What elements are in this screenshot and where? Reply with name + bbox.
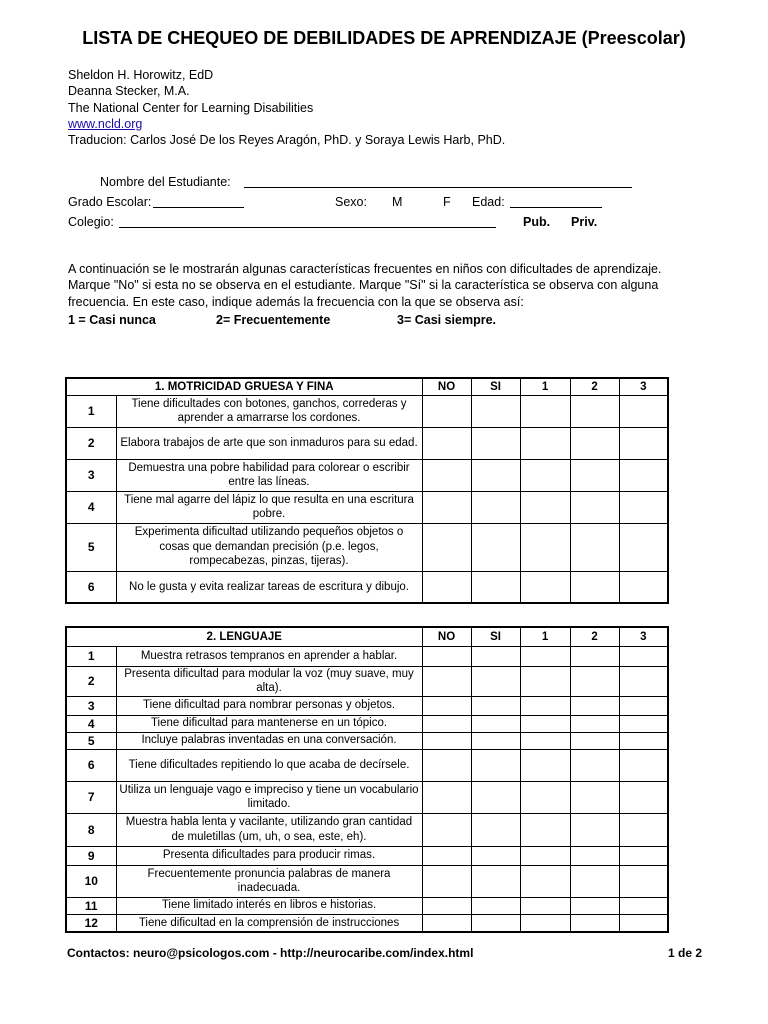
answer-cell-1[interactable] [520, 781, 570, 813]
item-description: Tiene dificultad para nombrar personas y objetos. [116, 696, 422, 715]
item-number: 11 [66, 897, 116, 914]
col-2: 2 [570, 378, 619, 395]
answer-cell-1[interactable] [520, 459, 570, 491]
answer-cell-si[interactable] [471, 696, 520, 715]
item-number: 6 [66, 749, 116, 781]
grade-field[interactable] [153, 207, 244, 208]
item-description: Tiene dificultad en la comprensión de instrucciones [116, 914, 422, 932]
answer-cell-si[interactable] [471, 491, 520, 523]
answer-cell-si[interactable] [471, 732, 520, 749]
table-row [66, 666, 668, 696]
answer-cell-2[interactable] [570, 646, 619, 666]
answer-cell-no[interactable] [422, 781, 471, 813]
answer-cell-1[interactable] [520, 696, 570, 715]
sex-m-option[interactable]: M [392, 195, 403, 209]
item-number: 5 [66, 523, 116, 571]
item-number: 10 [66, 865, 116, 897]
sex-label: Sexo: [335, 195, 367, 209]
answer-cell-si[interactable] [471, 666, 520, 696]
answer-cell-1[interactable] [520, 491, 570, 523]
answer-cell-no[interactable] [422, 523, 471, 571]
page-title: LISTA DE CHEQUEO DE DEBILIDADES DE APRENDIZAJE (Preescolar) [82, 28, 686, 48]
answer-cell-2[interactable] [570, 666, 619, 696]
sex-f-option[interactable]: F [443, 195, 451, 209]
answer-cell-3[interactable] [619, 523, 668, 571]
table-row [66, 749, 668, 781]
answer-cell-no[interactable] [422, 732, 471, 749]
student-name-field[interactable] [244, 187, 632, 188]
item-description: Tiene dificultad para mantenerse en un tópico. [116, 715, 422, 732]
item-number: 2 [66, 666, 116, 696]
item-description: Frecuentemente pronuncia palabras de manera inadecuada. [116, 865, 422, 897]
table-row [66, 696, 668, 715]
item-description: Elabora trabajos de arte que son inmaduros para su edad. [116, 427, 422, 459]
age-label: Edad: [472, 195, 505, 209]
answer-cell-3[interactable] [619, 914, 668, 932]
answer-cell-no[interactable] [422, 897, 471, 914]
answer-cell-1[interactable] [520, 571, 570, 603]
answer-cell-1[interactable] [520, 427, 570, 459]
authors-block [68, 67, 505, 148]
answer-cell-si[interactable] [471, 646, 520, 666]
item-description: Tiene dificultades con botones, ganchos, correderas y aprender a amarrarse los cordones. [116, 395, 422, 427]
item-number: 7 [66, 781, 116, 813]
table-row [66, 846, 668, 865]
item-description: Utiliza un lenguaje vago e impreciso y tiene un vocabulario limitado. [116, 781, 422, 813]
answer-cell-3[interactable] [619, 846, 668, 865]
answer-cell-3[interactable] [619, 732, 668, 749]
answer-cell-2[interactable] [570, 395, 619, 427]
answer-cell-si[interactable] [471, 846, 520, 865]
author-2: Deanna Stecker, M.A. [68, 84, 190, 99]
answer-cell-2[interactable] [570, 865, 619, 897]
col-1: 1 [520, 378, 570, 395]
answer-cell-2[interactable] [570, 715, 619, 732]
answer-cell-no[interactable] [422, 813, 471, 846]
item-description: Muestra retrasos tempranos en aprender a hablar. [116, 646, 422, 666]
answer-cell-2[interactable] [570, 523, 619, 571]
answer-cell-2[interactable] [570, 459, 619, 491]
item-number: 1 [66, 646, 116, 666]
table-row [66, 646, 668, 666]
answer-cell-3[interactable] [619, 571, 668, 603]
answer-cell-2[interactable] [570, 781, 619, 813]
age-field[interactable] [510, 207, 602, 208]
item-number: 4 [66, 491, 116, 523]
table-row [66, 897, 668, 914]
section-2-table [65, 626, 669, 933]
answer-cell-2[interactable] [570, 696, 619, 715]
answer-cell-no[interactable] [422, 914, 471, 932]
answer-cell-no[interactable] [422, 666, 471, 696]
answer-cell-3[interactable] [619, 459, 668, 491]
col-si: SI [471, 627, 520, 646]
col-no: NO [422, 627, 471, 646]
item-number: 2 [66, 427, 116, 459]
answer-cell-si[interactable] [471, 813, 520, 846]
priv-option[interactable]: Priv. [571, 215, 598, 229]
item-description: Muestra habla lenta y vacilante, utilizando gran cantidad de muletillas (um, uh, o sea, este, eh). [116, 813, 422, 846]
answer-cell-1[interactable] [520, 897, 570, 914]
item-number: 1 [66, 395, 116, 427]
item-number: 5 [66, 732, 116, 749]
answer-cell-3[interactable] [619, 781, 668, 813]
organization: The National Center for Learning Disabilities [68, 100, 314, 115]
answer-cell-2[interactable] [570, 813, 619, 846]
col-no: NO [422, 378, 471, 395]
item-description: Demuestra una pobre habilidad para colorear o escribir entre las líneas. [116, 459, 422, 491]
answer-cell-3[interactable] [619, 646, 668, 666]
section-1-title: 1. MOTRICIDAD GRUESA Y FINA [66, 378, 422, 395]
answer-cell-no[interactable] [422, 459, 471, 491]
school-field[interactable] [119, 227, 496, 228]
table-row [66, 491, 668, 523]
scale-1: 1 = Casi nunca [68, 313, 156, 327]
table-row [66, 395, 668, 427]
table-row [66, 813, 668, 846]
answer-cell-si[interactable] [471, 427, 520, 459]
table-row [66, 865, 668, 897]
answer-cell-3[interactable] [619, 897, 668, 914]
ncld-link[interactable]: www.ncld.org [68, 116, 143, 131]
answer-cell-3[interactable] [619, 865, 668, 897]
table-row [66, 459, 668, 491]
answer-cell-1[interactable] [520, 523, 570, 571]
item-description: Tiene mal agarre del lápiz lo que resulta en una escritura pobre. [116, 491, 422, 523]
instructions: A continuación se le mostrarán algunas características frecuentes en niños con dificultades de aprendizaje. Marque "No" si esta no se observa en el estudiante. Marque "Sí" si la característica se observa con alguna frecuencia. En este caso, indique además la frecuencia con la que se observa así: [68, 262, 662, 309]
footer-contacts: Contactos: neuro@psicologos.com - http://neurocaribe.com/index.html [67, 946, 474, 960]
col-1: 1 [520, 627, 570, 646]
answer-cell-1[interactable] [520, 732, 570, 749]
answer-cell-2[interactable] [570, 427, 619, 459]
item-number: 6 [66, 571, 116, 603]
answer-cell-no[interactable] [422, 491, 471, 523]
answer-cell-2[interactable] [570, 749, 619, 781]
col-3: 3 [619, 378, 668, 395]
item-description: Presenta dificultad para modular la voz (muy suave, muy alta). [116, 666, 422, 696]
answer-cell-no[interactable] [422, 846, 471, 865]
answer-cell-no[interactable] [422, 571, 471, 603]
answer-cell-1[interactable] [520, 865, 570, 897]
answer-cell-si[interactable] [471, 459, 520, 491]
answer-cell-1[interactable] [520, 666, 570, 696]
answer-cell-3[interactable] [619, 666, 668, 696]
answer-cell-3[interactable] [619, 715, 668, 732]
answer-cell-1[interactable] [520, 846, 570, 865]
answer-cell-3[interactable] [619, 813, 668, 846]
answer-cell-si[interactable] [471, 395, 520, 427]
answer-cell-1[interactable] [520, 715, 570, 732]
answer-cell-si[interactable] [471, 781, 520, 813]
item-description: No le gusta y evita realizar tareas de escritura y dibujo. [116, 571, 422, 603]
table-row [66, 781, 668, 813]
answer-cell-si[interactable] [471, 865, 520, 897]
answer-cell-3[interactable] [619, 696, 668, 715]
item-number: 4 [66, 715, 116, 732]
answer-cell-1[interactable] [520, 914, 570, 932]
answer-cell-no[interactable] [422, 646, 471, 666]
table-row [66, 571, 668, 603]
answer-cell-3[interactable] [619, 427, 668, 459]
answer-cell-2[interactable] [570, 491, 619, 523]
answer-cell-1[interactable] [520, 395, 570, 427]
section-2-title: 2. LENGUAJE [66, 627, 422, 646]
answer-cell-2[interactable] [570, 571, 619, 603]
item-description: Tiene limitado interés en libros e historias. [116, 897, 422, 914]
col-si: SI [471, 378, 520, 395]
item-number: 12 [66, 914, 116, 932]
school-label: Colegio: [68, 215, 114, 229]
item-number: 3 [66, 459, 116, 491]
col-2: 2 [570, 627, 619, 646]
answer-cell-no[interactable] [422, 427, 471, 459]
grade-label: Grado Escolar: [68, 195, 152, 209]
col-3: 3 [619, 627, 668, 646]
answer-cell-2[interactable] [570, 846, 619, 865]
table-row [66, 715, 668, 732]
answer-cell-2[interactable] [570, 732, 619, 749]
answer-cell-no[interactable] [422, 696, 471, 715]
answer-cell-3[interactable] [619, 491, 668, 523]
answer-cell-si[interactable] [471, 571, 520, 603]
author-1: Sheldon H. Horowitz, EdD [68, 68, 214, 82]
table-row [66, 732, 668, 749]
answer-cell-si[interactable] [471, 914, 520, 932]
page-number: 1 de 2 [668, 946, 703, 960]
answer-cell-si[interactable] [471, 715, 520, 732]
scale-2: 2= Frecuentemente [216, 313, 331, 327]
answer-cell-no[interactable] [422, 715, 471, 732]
answer-cell-1[interactable] [520, 813, 570, 846]
answer-cell-no[interactable] [422, 749, 471, 781]
answer-cell-no[interactable] [422, 395, 471, 427]
item-number: 8 [66, 813, 116, 846]
table-row [66, 914, 668, 932]
item-number: 3 [66, 696, 116, 715]
table-row [66, 427, 668, 459]
item-description: Tiene dificultades repitiendo lo que acaba de decírsele. [116, 749, 422, 781]
answer-cell-1[interactable] [520, 749, 570, 781]
answer-cell-si[interactable] [471, 523, 520, 571]
answer-cell-1[interactable] [520, 646, 570, 666]
scale-3: 3= Casi siempre. [397, 313, 497, 327]
item-description: Presenta dificultades para producir rimas. [116, 846, 422, 865]
answer-cell-3[interactable] [619, 395, 668, 427]
translation-credit: Traducion: Carlos José De los Reyes Aragón, PhD. y Soraya Lewis Harb, PhD. [68, 133, 506, 148]
pub-option[interactable]: Pub. [523, 215, 551, 229]
item-description: Incluye palabras inventadas en una conversación. [116, 732, 422, 749]
item-number: 9 [66, 846, 116, 865]
item-description: Experimenta dificultad utilizando pequeños objetos o cosas que demandan precisión (p.e. legos, rompecabezas, pinzas, tijeras). [116, 523, 422, 571]
answer-cell-si[interactable] [471, 897, 520, 914]
answer-cell-2[interactable] [570, 897, 619, 914]
answer-cell-no[interactable] [422, 865, 471, 897]
answer-cell-2[interactable] [570, 914, 619, 932]
table-row [66, 523, 668, 571]
answer-cell-3[interactable] [619, 749, 668, 781]
student-name-label: Nombre del Estudiante: [100, 175, 231, 189]
answer-cell-si[interactable] [471, 749, 520, 781]
section-1-table [65, 377, 669, 604]
